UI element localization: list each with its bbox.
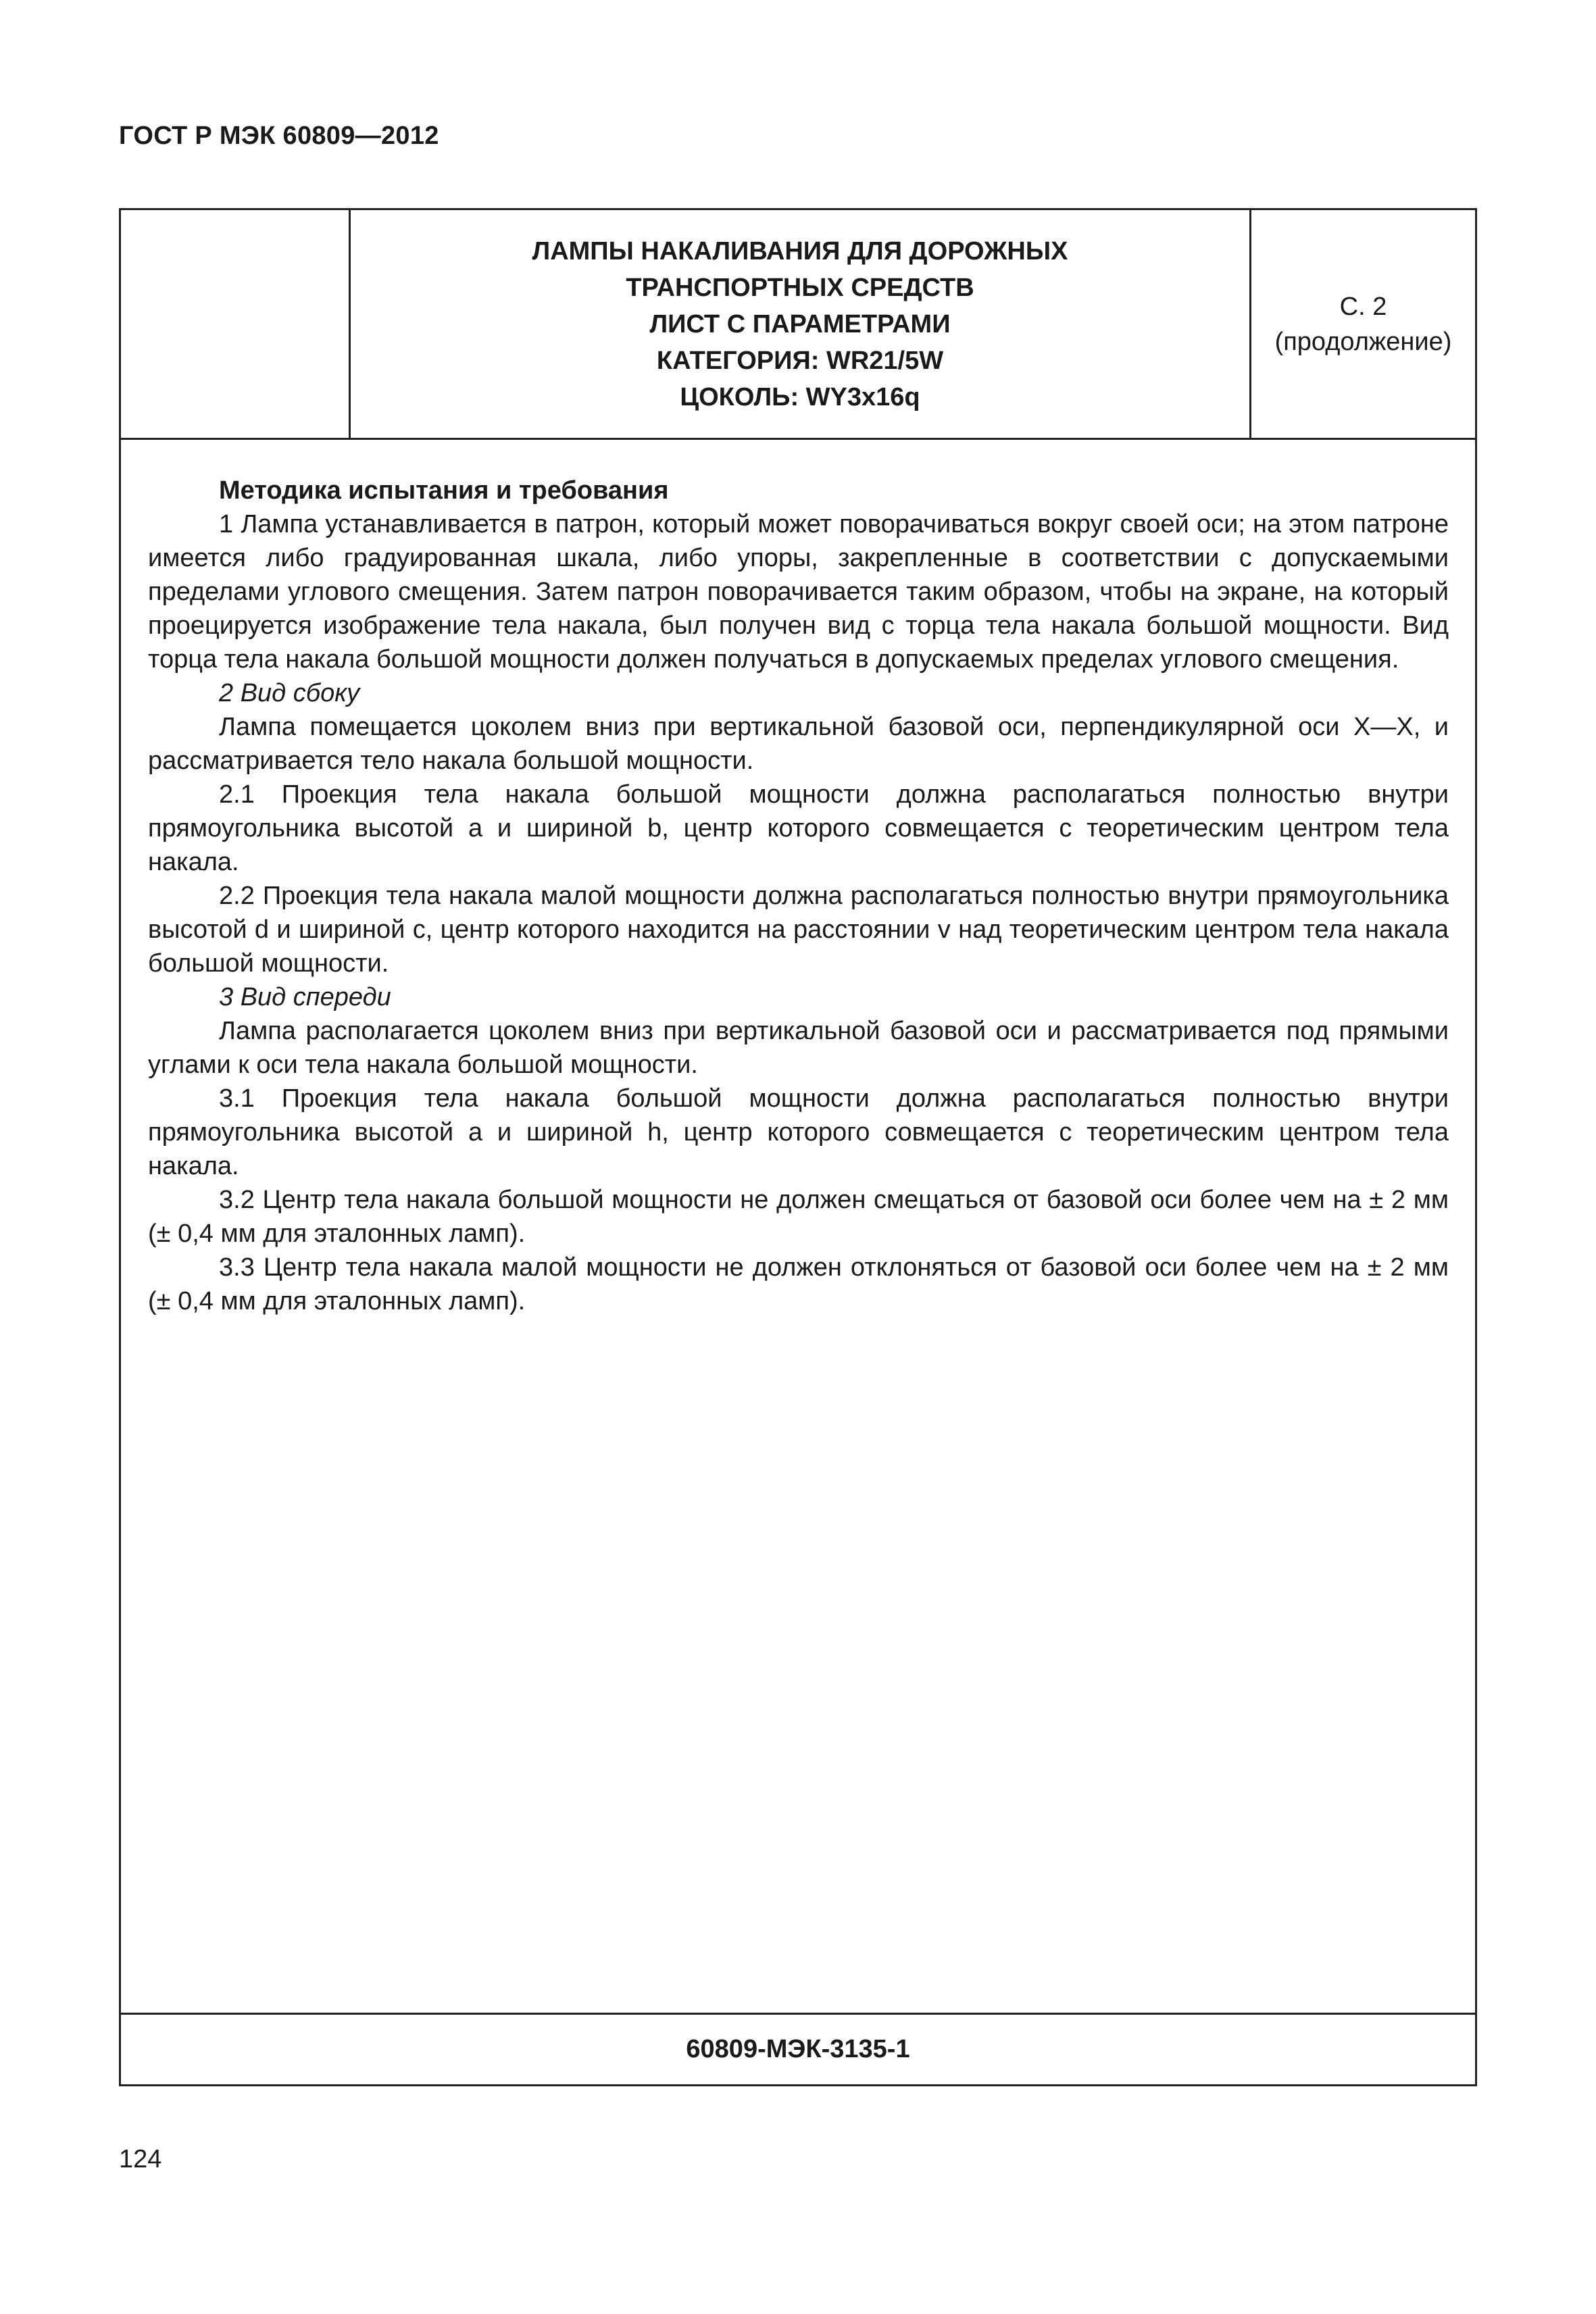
title-line: ЛАМПЫ НАКАЛИВАНИЯ ДЛЯ ДОРОЖНЫХ	[532, 236, 1068, 266]
page-ref: С. 2	[1339, 292, 1387, 321]
paragraph: 1 Лампа устанавливается в патрон, который может поворачиваться вокруг своей оси; на этом патроне имеется либо градуированная шкала, либо упоры, закрепленные в соответствии с допускаемыми пределами углового смещения. Затем патрон поворачивается таким образом, чтобы на экране, на который проецируется изображение тела накала, был получен вид с торца тела накала большой мощности. Вид торца тела накала большой мощности должен получаться в допускаемых пределах углового смещения.	[148, 510, 1449, 674]
title-line: КАТЕГОРИЯ: WR21/5W	[656, 346, 944, 375]
title-line: ЛИСТ С ПАРАМЕТРАМИ	[649, 309, 951, 338]
sheet-header	[121, 210, 1475, 440]
page-number: 124	[119, 2145, 162, 2173]
title-line: ТРАНСПОРТНЫХ СРЕДСТВ	[626, 273, 974, 302]
header-title	[351, 210, 1249, 438]
paragraph: 3.1 Проекция тела накала большой мощности должна располагаться полностью внутри прямоугольника высотой a и шириной h, центр которого совмещается с теоретическим центром тела накала.	[148, 1084, 1449, 1180]
paragraph: 3.3 Центр тела накала малой мощности не должен отклоняться от базовой оси более чем на ± 2 мм (± 0,4 мм для эталонных ламп).	[148, 1253, 1449, 1315]
title-line: ЦОКОЛЬ: WY3x16q	[680, 382, 920, 411]
continuation-label: (продолжение)	[1274, 327, 1452, 356]
standard-code: ГОСТ Р МЭК 60809—2012	[119, 122, 439, 150]
parameter-sheet	[119, 208, 1477, 2086]
header-empty-cell	[121, 210, 351, 438]
paragraph: 2.2 Проекция тела накала малой мощности должна располагаться полностью внутри прямоугольника высотой d и шириной c, центр которого находится на расстоянии v над теоретическим центром тела накала большой мощности.	[148, 882, 1449, 978]
sheet-body	[148, 474, 1449, 1318]
section-title: 3 Вид спереди	[219, 983, 391, 1011]
paragraph: 2.1 Проекция тела накала большой мощности должна располагаться полностью внутри прямоугольника высотой a и шириной b, центр которого совмещается с теоретическим центром тела накала.	[148, 780, 1449, 876]
section-title: 2 Вид сбоку	[219, 679, 360, 707]
section-heading: Методика испытания и требования	[219, 476, 669, 505]
header-page-cell	[1249, 210, 1475, 438]
paragraph: 3.2 Центр тела накала большой мощности не должен смещаться от базовой оси более чем на ± 2 мм (± 0,4 мм для эталонных ламп).	[148, 1186, 1449, 1248]
paragraph: Лампа помещается цоколем вниз при вертикальной базовой оси, перпендикулярной оси X—X, и рассматривается тело накала большой мощности.	[148, 713, 1449, 775]
sheet-code: 60809-МЭК-3135-1	[121, 2013, 1475, 2084]
paragraph: Лампа располагается цоколем вниз при вертикальной базовой оси и рассматривается под прямыми углами к оси тела накала большой мощности.	[148, 1017, 1449, 1079]
